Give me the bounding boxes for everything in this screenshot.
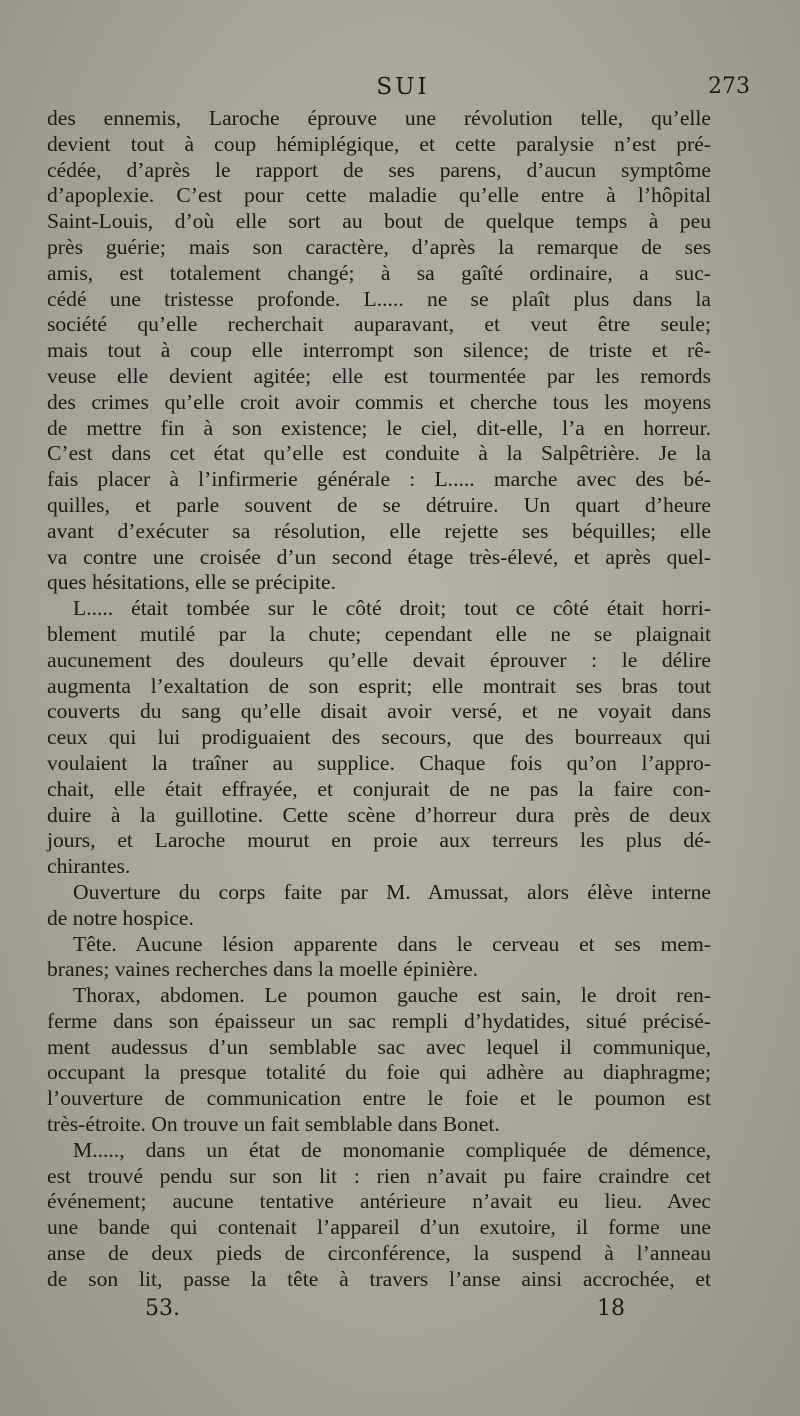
text-line: branes; vaines recherches dans la moelle épinière. xyxy=(47,957,479,982)
text-line: une bande qui contenait l’appareil d’un exutoire, il forme une xyxy=(47,1215,711,1240)
text-line: ferme dans son épaisseur un sac rempli d’hydatides, situé précisé- xyxy=(47,1008,711,1033)
text-line: fais placer à l’infirmerie générale : L..... marche avec des bé- xyxy=(47,467,711,492)
running-head: SUI xyxy=(376,74,430,100)
text-line: d’apoplexie. C’est pour cette maladie qu’elle entre à l’hôpital xyxy=(47,183,711,208)
text-line: L..... était tombée sur le côté droit; tout ce côté était horri- xyxy=(73,596,711,621)
text-line: ques hésitations, elle se précipite. xyxy=(47,570,337,595)
text-line: très-étroite. On trouve un fait semblable dans Bonet. xyxy=(47,1112,500,1137)
text-line: devient tout à coup hémiplégique, et cette paralysie n’est pré- xyxy=(47,131,711,156)
text-line: ceux qui lui prodiguaient des secours, que des bourreaux qui xyxy=(47,725,711,750)
text-line: société qu’elle recherchait auparavant, et veut être seule; xyxy=(47,312,711,337)
text-line: M....., dans un état de monomanie compliquée de démence, xyxy=(73,1137,711,1162)
text-line: Ouverture du corps faite par M. Amussat, alors élève interne xyxy=(73,879,711,904)
text-line: va contre une croisée d’un second étage très-élevé, et après quel- xyxy=(47,544,711,569)
text-line: des ennemis, Laroche éprouve une révolution telle, qu’elle xyxy=(47,106,711,130)
body-text xyxy=(47,106,711,1293)
text-line: aucunement des douleurs qu’elle devait éprouver : le délire xyxy=(47,647,711,672)
text-line: amis, est totalement changé; à sa gaîté ordinaire, a suc- xyxy=(47,260,711,285)
text-line: ment audessus d’un semblable sac avec lequel il communique, xyxy=(47,1034,711,1059)
text-line: couverts du sang qu’elle disait avoir versé, et ne voyait dans xyxy=(47,699,711,724)
text-line: cédé une tristesse profonde. L..... ne se plaît plus dans la xyxy=(47,286,711,311)
text-line: duire à la guillotine. Cette scène d’horreur dura près de deux xyxy=(47,802,711,827)
text-line: près guérie; mais son caractère, d’après la remarque de ses xyxy=(47,234,711,259)
sheet-number: 18 xyxy=(597,1296,625,1321)
text-line: blement mutilé par la chute; cependant elle ne se plaignait xyxy=(47,621,711,646)
text-line: occupant la presque totalité du foie qui adhère au diaphragme; xyxy=(47,1060,711,1085)
text-line: voulaient la traîner au supplice. Chaque fois qu’on l’appro- xyxy=(47,750,711,775)
text-line: C’est dans cet état qu’elle est conduite à la Salpêtrière. Je la xyxy=(47,441,711,466)
page-number: 273 xyxy=(708,74,750,99)
text-line: événement; aucune tentative antérieure n’avait eu lieu. Avec xyxy=(47,1189,711,1214)
text-line: l’ouverture de communication entre le foie et le poumon est xyxy=(47,1086,711,1111)
text-line: avant d’exécuter sa résolution, elle rejette ses béquilles; elle xyxy=(47,518,711,543)
text-line: Tête. Aucune lésion apparente dans le cerveau et ses mem- xyxy=(73,931,711,956)
text-line: des crimes qu’elle croit avoir commis et cherche tous les moyens xyxy=(47,389,711,414)
text-line: veuse elle devient agitée; elle est tourmentée par les remords xyxy=(47,363,711,388)
text-line: jours, et Laroche mourut en proie aux terreurs les plus dé- xyxy=(47,828,711,853)
text-line: Thorax, abdomen. Le poumon gauche est sain, le droit ren- xyxy=(73,983,711,1008)
page-header xyxy=(48,74,758,108)
text-line: anse de deux pieds de circonférence, la suspend à l’anneau xyxy=(47,1241,711,1266)
text-line: chirantes. xyxy=(47,854,131,879)
text-line: de son lit, passe la tête à travers l’anse ainsi accrochée, et xyxy=(47,1266,711,1291)
text-line: augmenta l’exaltation de son esprit; elle montrait ses bras tout xyxy=(47,673,711,698)
text-line: mais tout à coup elle interrompt son silence; de triste et rê- xyxy=(47,338,711,363)
text-line: Saint-Louis, d’où elle sort au bout de quelque temps à peu xyxy=(47,209,711,234)
text-line: de mettre fin à son existence; le ciel, dit-elle, l’a en horreur. xyxy=(47,415,711,440)
signature-mark: 53. xyxy=(145,1296,180,1321)
text-line: chait, elle était effrayée, et conjurait de ne pas la faire con- xyxy=(47,776,711,801)
text-line: cédée, d’après le rapport de ses parens, d’aucun symptôme xyxy=(47,157,711,182)
text-line: est trouvé pendu sur son lit : rien n’avait pu faire craindre cet xyxy=(47,1163,711,1188)
text-line: de notre hospice. xyxy=(47,905,194,930)
page-footer xyxy=(145,1296,625,1326)
text-line: quilles, et parle souvent de se détruire. Un quart d’heure xyxy=(47,492,711,517)
